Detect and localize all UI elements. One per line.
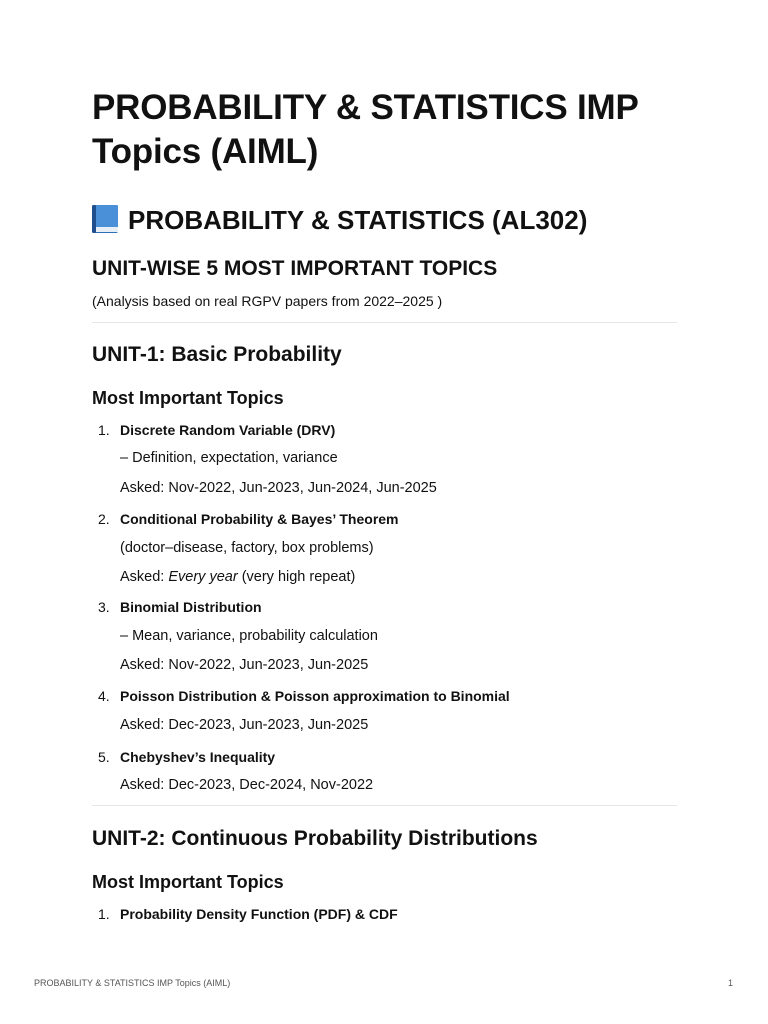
analysis-note: (Analysis based on real RGPV papers from 2022–2025 )	[92, 293, 443, 309]
list-item-asked: Asked: Dec-2023, Jun-2023, Jun-2025	[120, 717, 369, 733]
unit1-title: UNIT-1: Basic Probability	[92, 343, 342, 366]
asked-prefix: Asked:	[120, 569, 169, 585]
subject-heading	[90, 200, 587, 240]
asked-suffix: (very high repeat)	[237, 569, 356, 585]
list-item-title: Probability Density Function (PDF) & CDF	[120, 906, 398, 922]
list-item-asked	[120, 569, 355, 585]
list-item-title: Poisson Distribution & Poisson approximation to Binomial	[120, 688, 510, 704]
list-item-title: Chebyshev’s Inequality	[120, 749, 276, 765]
list-item-asked: Asked: Nov-2022, Jun-2023, Jun-2024, Jun-2025	[120, 480, 437, 496]
page-footer-title: PROBABILITY & STATISTICS IMP Topics (AIML)	[34, 978, 231, 988]
list-item-asked: Asked: Nov-2022, Jun-2023, Jun-2025	[120, 657, 369, 673]
list-item-detail: (doctor–disease, factory, box problems)	[120, 540, 374, 556]
list-item-number: 2.	[98, 511, 110, 527]
subject-heading-text: PROBABILITY & STATISTICS (AL302)	[128, 205, 588, 235]
page-number: 1	[728, 978, 734, 988]
section-heading: UNIT-WISE 5 MOST IMPORTANT TOPICS	[92, 257, 498, 280]
list-item-number: 4.	[98, 688, 110, 704]
list-item-asked: Asked: Dec-2023, Dec-2024, Nov-2022	[120, 777, 374, 793]
list-item-title: Discrete Random Variable (DRV)	[120, 422, 336, 438]
divider	[92, 805, 677, 806]
document-title: PROBABILITY & STATISTICS IMP Topics (AIML)	[92, 88, 639, 171]
list-item-number: 3.	[98, 599, 110, 615]
divider	[92, 322, 677, 323]
unit1-subheading: Most Important Topics	[92, 388, 284, 408]
blue-book-icon	[90, 204, 120, 234]
unit2-subheading: Most Important Topics	[92, 872, 284, 892]
list-item-detail: – Definition, expectation, variance	[120, 450, 338, 466]
list-item-title: Conditional Probability & Bayes’ Theorem	[120, 511, 399, 527]
list-item-number: 1.	[98, 422, 110, 438]
asked-emphasis: Every year	[168, 569, 238, 585]
list-item-number: 5.	[98, 749, 110, 765]
list-item-detail: – Mean, variance, probability calculation	[120, 628, 378, 644]
list-item-title: Binomial Distribution	[120, 599, 262, 615]
list-item-number: 1.	[98, 906, 110, 922]
unit2-title: UNIT-2: Continuous Probability Distributions	[92, 827, 538, 850]
